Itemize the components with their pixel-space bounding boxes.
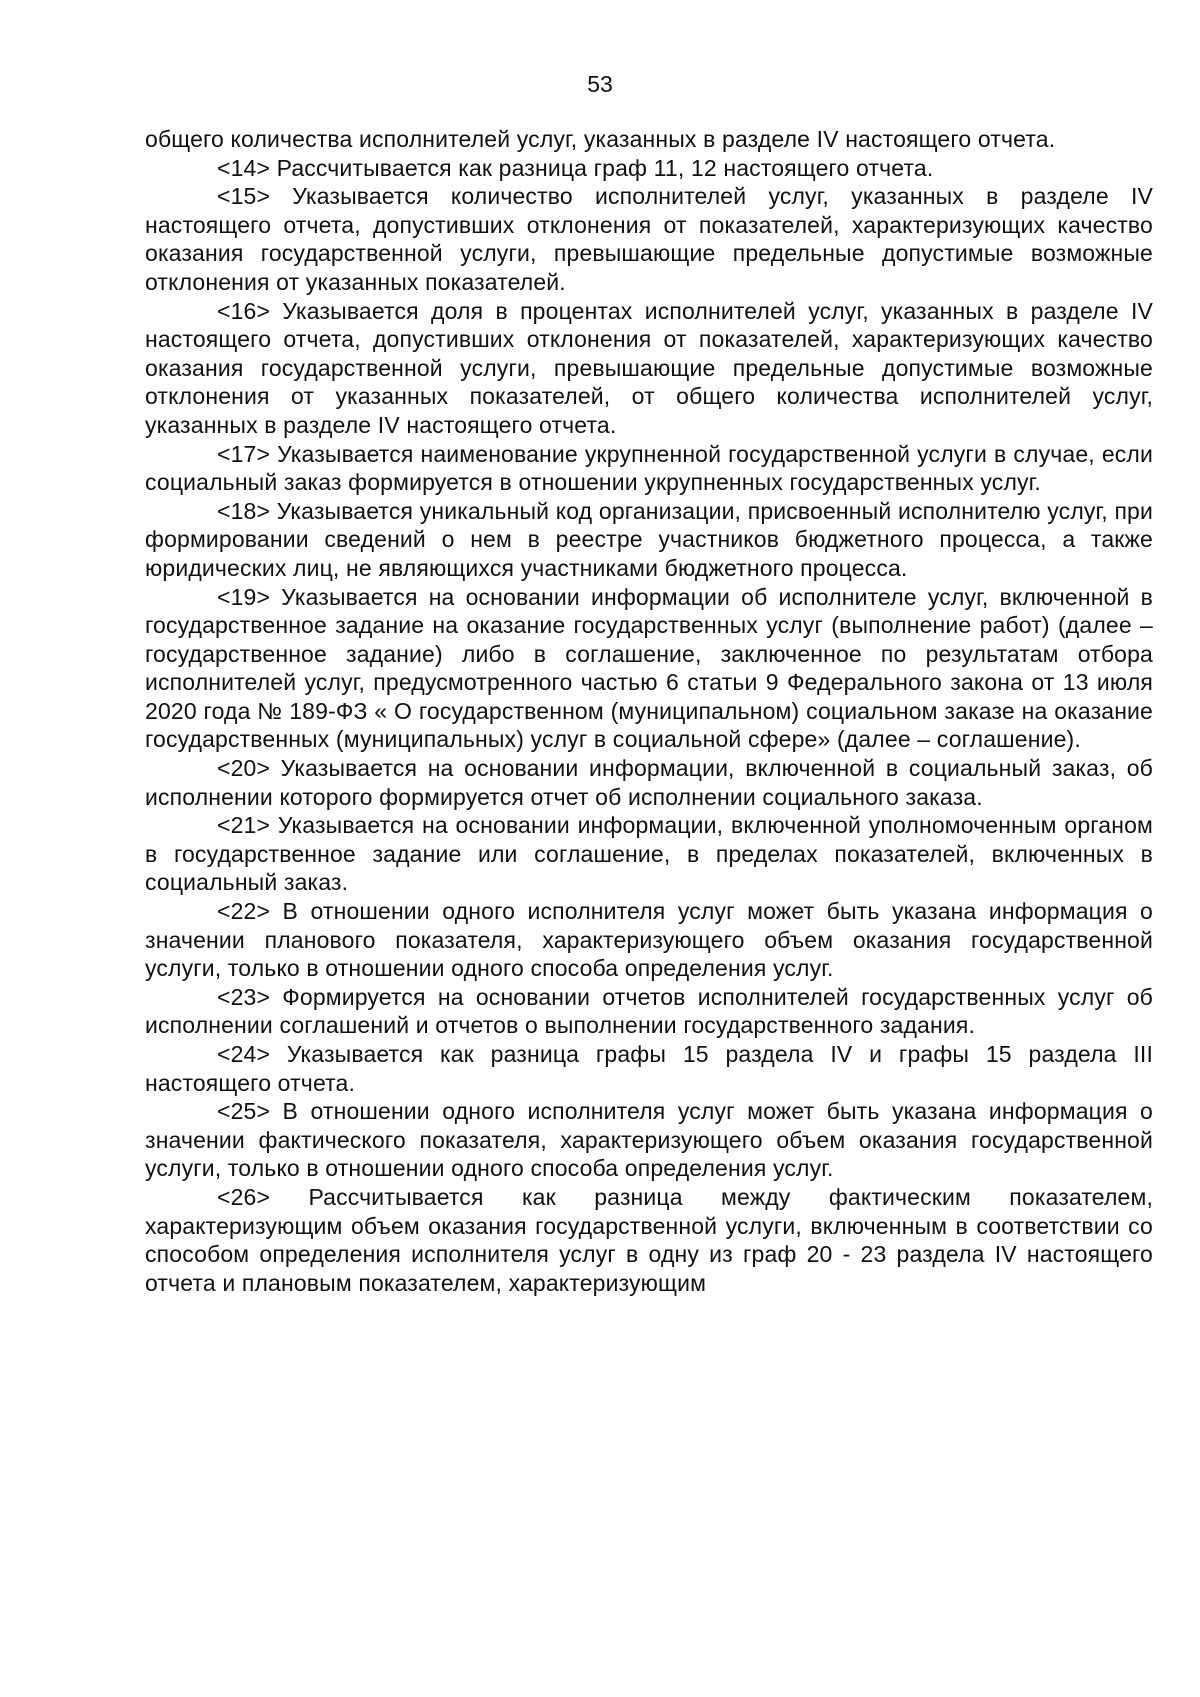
footnote-20: <20> Указывается на основании информации, включенной в социальный заказ, об исполнении которого формируется отчет об исполнении социального заказа. bbox=[145, 755, 1153, 810]
footnote-22: <22> В отношении одного исполнителя услуг может быть указана информация о значении планового показателя, характеризующего объем оказания государственной услуги, только в отношении одного способа определения услуг. bbox=[145, 898, 1153, 982]
paragraph-continuation: общего количества исполнителей услуг, указанных в разделе IV настоящего отчета. bbox=[145, 126, 1056, 152]
footnote-21: <21> Указывается на основании информации, включенной уполномоченным органом в государственное задание или соглашение, в пределах показателей, включенных в социальный заказ. bbox=[145, 812, 1153, 896]
page-number: 53 bbox=[587, 71, 613, 97]
footnote-17: <17> Указывается наименование укрупненной государственной услуги в случае, если социальный заказ формируется в отношении укрупненных государственных услуг. bbox=[145, 440, 1153, 496]
footnote-18: <18> Указывается уникальный код организации, присвоенный исполнителю услуг, при формировании сведений о нем в реестре участников бюджетного процесса, а также юридических лиц, не являющихся участниками бюджетного процесса. bbox=[145, 497, 1153, 581]
footnote-26: <26> Рассчитывается как разница между фактическим показателем, характеризующим объем оказания государственной услуги, включенным в соответствии со способом определения исполнителя услуг в одну из граф 20 - 23 раздела IV настоящего отчета и плановым показателем, характеризующим bbox=[145, 1183, 1153, 1296]
footnote-14: <14> Рассчитывается как разница граф 11, 12 настоящего отчета. bbox=[217, 154, 934, 181]
footnote-16: <16> Указывается доля в процентах исполнителей услуг, указанных в разделе IV настоящего отчета, допустивших отклонения от показателей, характеризующих качество оказания государственной услуги, превышающие предельные допустимые возможные отклонения от указанных показателей, от общего количества исполнителей услуг, указанных в разделе IV настоящего отчета. bbox=[145, 297, 1153, 438]
footnote-19: <19> Указывается на основании информации об исполнителе услуг, включенной в государственное задание на оказание государственных услуг (выполнение работ) (далее – государственное задание) либо в соглашение, заключенное по результатам отбора исполнителей услуг, предусмотренного частью 6 статьи 9 Федерального закона от 13 июля 2020 года № 189-ФЗ « О государственном (муниципальном) социальном заказе на оказание государственных (муниципальных) услуг в социальной сфере» (далее – соглашение). bbox=[145, 583, 1153, 753]
footnote-25: <25> В отношении одного исполнителя услуг может быть указана информация о значении фактического показателя, характеризующего объем оказания государственной услуги, только в отношении одного способа определения услуг. bbox=[145, 1098, 1153, 1182]
footnote-23: <23> Формируется на основании отчетов исполнителей государственных услуг об исполнении соглашений и отчетов о выполнении государственного задания. bbox=[145, 983, 1153, 1039]
footnote-15: <15> Указывается количество исполнителей услуг, указанных в разделе IV настоящего отчета, допустивших отклонения от показателей, характеризующих качество оказания государственной услуги, превышающие предельные допустимые возможные отклонения от указанных показателей. bbox=[145, 183, 1153, 295]
footnotes-body bbox=[145, 125, 1153, 1297]
footnote-24: <24> Указывается как разница графы 15 раздела IV и графы 15 раздела III настоящего отчета. bbox=[145, 1041, 1153, 1096]
